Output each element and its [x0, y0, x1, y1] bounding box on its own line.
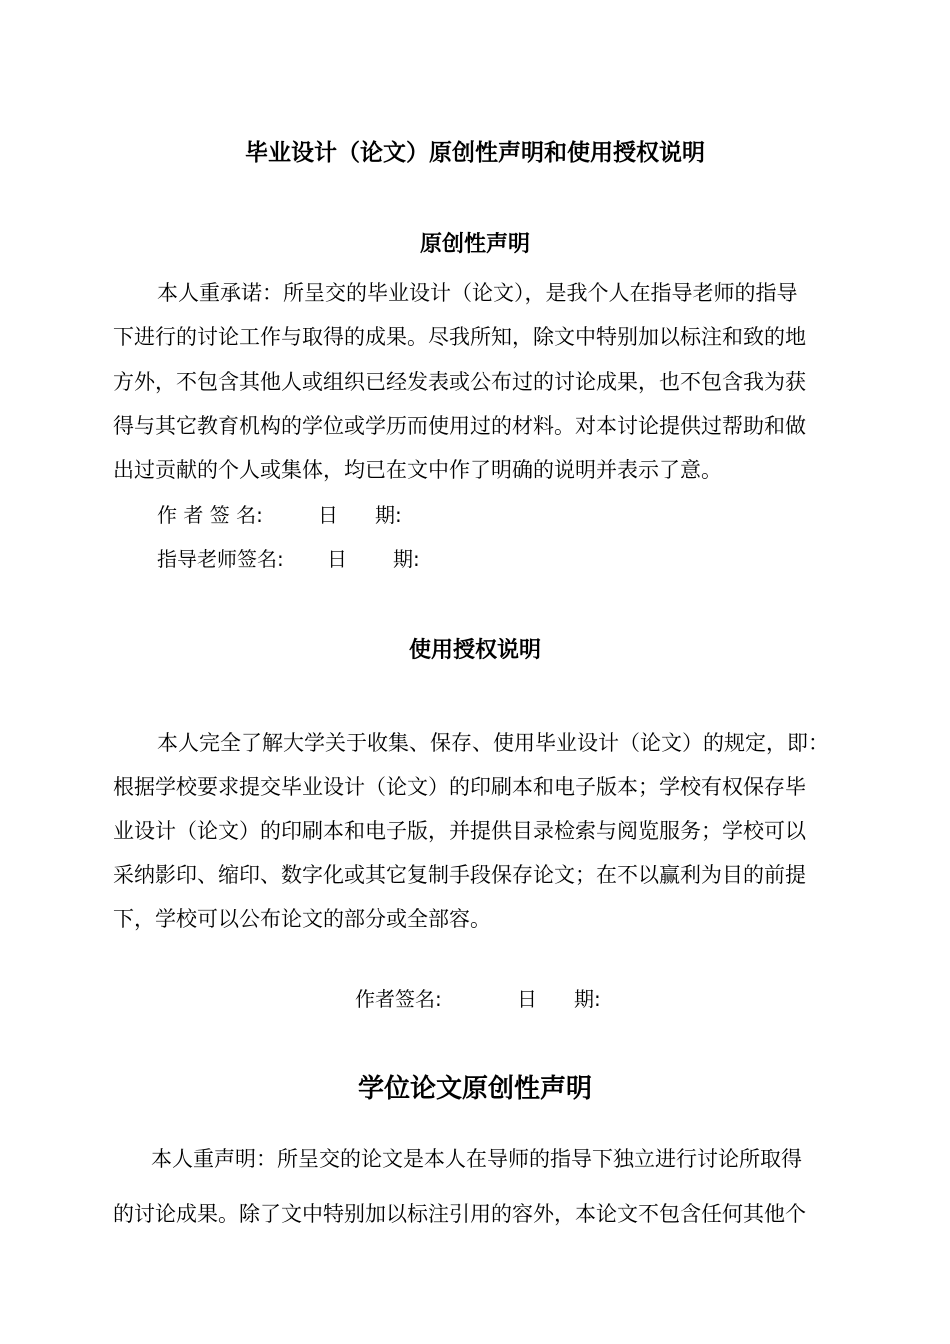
- authorization-line-1: 本人完全了解大学关于收集、保存、使用毕业设计（论文）的规定，即：: [157, 731, 829, 755]
- degree-line-1: 本人重声明：所呈交的论文是本人在导师的指导下独立进行讨论所取得: [151, 1147, 802, 1171]
- advisor-signature-label: 指导老师签名:: [157, 547, 284, 571]
- author-signature-label: 作 者 签 名:: [157, 503, 263, 527]
- author-date-label-2: 期:: [375, 503, 402, 527]
- authorization-line-2: 根据学校要求提交毕业设计（论文）的印刷本和电子版本；学校有权保存毕: [113, 775, 806, 799]
- authorization-line-5: 下，学校可以公布论文的部分或全部容。: [113, 907, 491, 931]
- advisor-date-label-2: 期:: [393, 547, 420, 571]
- authorization-line-4: 采纳影印、缩印、数字化或其它复制手段保存论文；在不以赢利为目的前提: [113, 863, 806, 887]
- degree-line-2: 的讨论成果。除了文中特别加以标注引用的容外，本论文不包含任何其他个: [113, 1202, 806, 1226]
- advisor-date-label: 日: [327, 547, 347, 571]
- originality-line-1: 本人重承诺：所呈交的毕业设计（论文），是我个人在指导老师的指导: [157, 281, 798, 305]
- originality-line-3: 方外，不包含其他人或组织已经发表或公布过的讨论成果，也不包含我为获: [113, 370, 806, 394]
- originality-line-5: 出过贡献的个人或集体，均已在文中作了明确的说明并表示了意。: [113, 458, 722, 482]
- originality-heading: 原创性声明: [419, 232, 530, 257]
- document-title: 毕业设计（论文）原创性声明和使用授权说明: [245, 140, 705, 166]
- authorization-heading: 使用授权说明: [408, 638, 541, 663]
- authorization-line-3: 业设计（论文）的印刷本和电子版，并提供目录检索与阅览服务；学校可以: [113, 819, 806, 843]
- authorization-signature-label: 作者签名:: [355, 987, 442, 1011]
- author-date-label: 日: [318, 503, 338, 527]
- originality-line-4: 得与其它教育机构的学位或学历而使用过的材料。对本讨论提供过帮助和做: [113, 414, 806, 438]
- authorization-date-label: 日: [517, 987, 537, 1011]
- originality-line-2: 下进行的讨论工作与取得的成果。尽我所知，除文中特别加以标注和致的地: [113, 325, 806, 349]
- authorization-date-label-2: 期:: [574, 987, 601, 1011]
- degree-heading: 学位论文原创性声明: [357, 1074, 592, 1104]
